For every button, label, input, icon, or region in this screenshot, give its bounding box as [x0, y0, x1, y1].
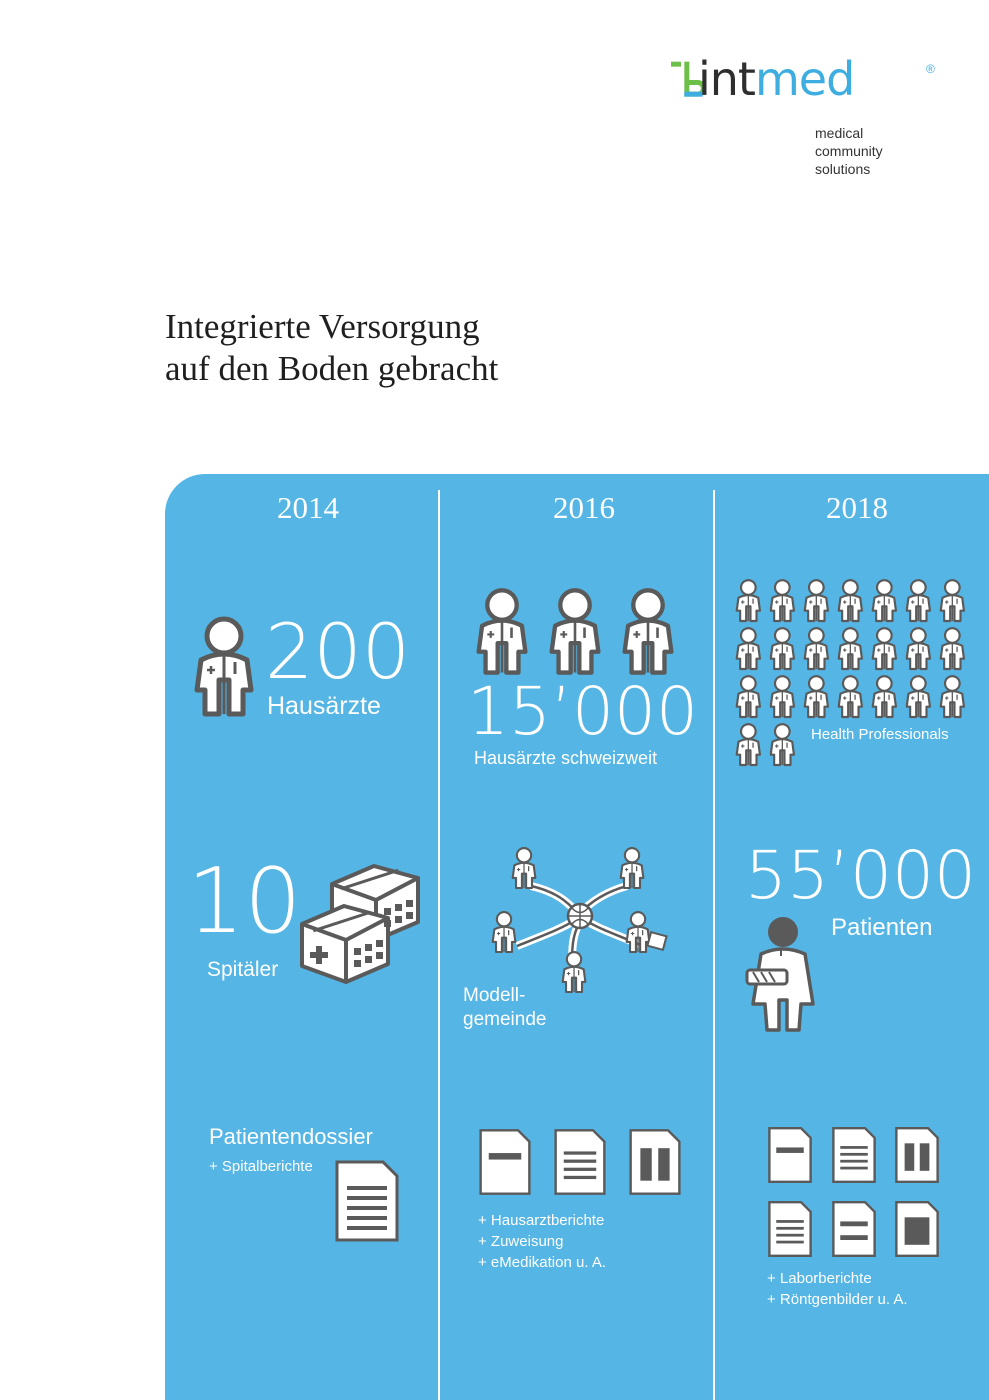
health-professional-icon: [839, 676, 862, 717]
stat-hausaerzte-2016-value: 15’000: [467, 673, 698, 750]
health-professional-icon: [839, 580, 862, 621]
title-line-1: Integrierte Versorgung: [165, 307, 480, 346]
page-title: [165, 306, 498, 390]
tagline-line-1: medical: [815, 125, 864, 141]
docs-item-roentgenbilder: + Röntgenbilder u. A.: [767, 1291, 908, 1308]
modellgemeinde-line-1: Modell-: [463, 985, 526, 1006]
health-professional-icon: [771, 676, 794, 717]
document-icon: [895, 1200, 939, 1258]
docs-item-laborberichte: + Laborberichte: [767, 1270, 872, 1287]
document-icon: [335, 1160, 399, 1242]
stat-patienten-value: 55’000: [745, 837, 976, 914]
document-icon: [768, 1126, 812, 1184]
docs-item-spitalberichte: + Spitalberichte: [209, 1158, 313, 1175]
tagline-line-2: community: [815, 143, 883, 159]
health-professional-icon: [805, 628, 828, 669]
brand-name-med: med: [754, 52, 855, 106]
health-professional-icon: [771, 724, 794, 765]
stat-spitaeler-label: Spitäler: [207, 958, 279, 981]
docs-list-2016: [478, 1210, 606, 1273]
title-line-2: auf den Boden gebracht: [165, 349, 499, 388]
year-2016-heading: 2016: [553, 490, 615, 525]
document-icon: [832, 1200, 876, 1258]
year-2018-heading: 2018: [826, 490, 888, 525]
column-divider: [713, 490, 715, 1400]
document-icon: [629, 1128, 681, 1196]
doctor-icon: [621, 586, 675, 676]
health-professional-icon: [941, 628, 964, 669]
docs-item-emedikation: + eMedikation u. A.: [478, 1254, 606, 1271]
health-professional-icon: [941, 580, 964, 621]
doctor-icon: [548, 586, 602, 676]
health-professional-icon: [737, 724, 760, 765]
health-professional-icon: [737, 580, 760, 621]
hospital-icon: [300, 864, 420, 994]
doctor-icon: [475, 586, 529, 676]
network-icon: [487, 842, 673, 1004]
stat-hausaerzte-2014-label: Hausärzte: [267, 692, 381, 720]
health-professional-icon: [771, 628, 794, 669]
stat-hausaerzte-2016-label: Hausärzte schweizweit: [474, 748, 658, 768]
docs-list-2018: [767, 1268, 908, 1310]
health-professional-icon: [907, 676, 930, 717]
timeline-panel: [165, 474, 989, 1400]
health-professional-icon: [771, 580, 794, 621]
docs-item-zuweisung: + Zuweisung: [478, 1233, 564, 1250]
doctor-icon: [193, 614, 255, 718]
stat-modellgemeinde-label: [463, 984, 546, 1032]
stat-spitaeler-value: 10: [187, 849, 302, 954]
health-professional-icon: [907, 628, 930, 669]
health-professional-icon: [873, 676, 896, 717]
health-professional-icon: [839, 628, 862, 669]
document-icon: [554, 1128, 606, 1196]
health-professional-icon: [941, 676, 964, 717]
stat-patienten-label: Patienten: [831, 914, 933, 941]
brand-wordmark: [698, 52, 855, 106]
patient-icon: [745, 914, 819, 1032]
docs-title-patientendossier: Patientendossier: [209, 1124, 373, 1149]
year-2014-heading: 2014: [277, 490, 339, 525]
health-professional-icon: [805, 676, 828, 717]
document-icon: [895, 1126, 939, 1184]
document-icon: [479, 1128, 531, 1196]
health-professional-icon: [737, 628, 760, 669]
health-professional-icon: [737, 676, 760, 717]
brand-tagline: [815, 124, 883, 178]
registered-mark: ®: [926, 62, 935, 76]
health-professional-icon: [873, 580, 896, 621]
stat-hausaerzte-2014-value: 200: [265, 607, 411, 696]
modellgemeinde-line-2: gemeinde: [463, 1009, 547, 1030]
document-icon: [832, 1126, 876, 1184]
health-professional-icon: [805, 580, 828, 621]
tagline-line-3: solutions: [815, 161, 871, 177]
health-professional-icon: [907, 580, 930, 621]
health-professional-icon: [873, 628, 896, 669]
brand-name-int: int: [698, 52, 755, 106]
document-icon: [768, 1200, 812, 1258]
column-divider: [438, 490, 440, 1400]
stat-health-professionals-label: Health Professionals: [811, 726, 949, 743]
docs-item-hausarztberichte: + Hausarztberichte: [478, 1212, 605, 1229]
